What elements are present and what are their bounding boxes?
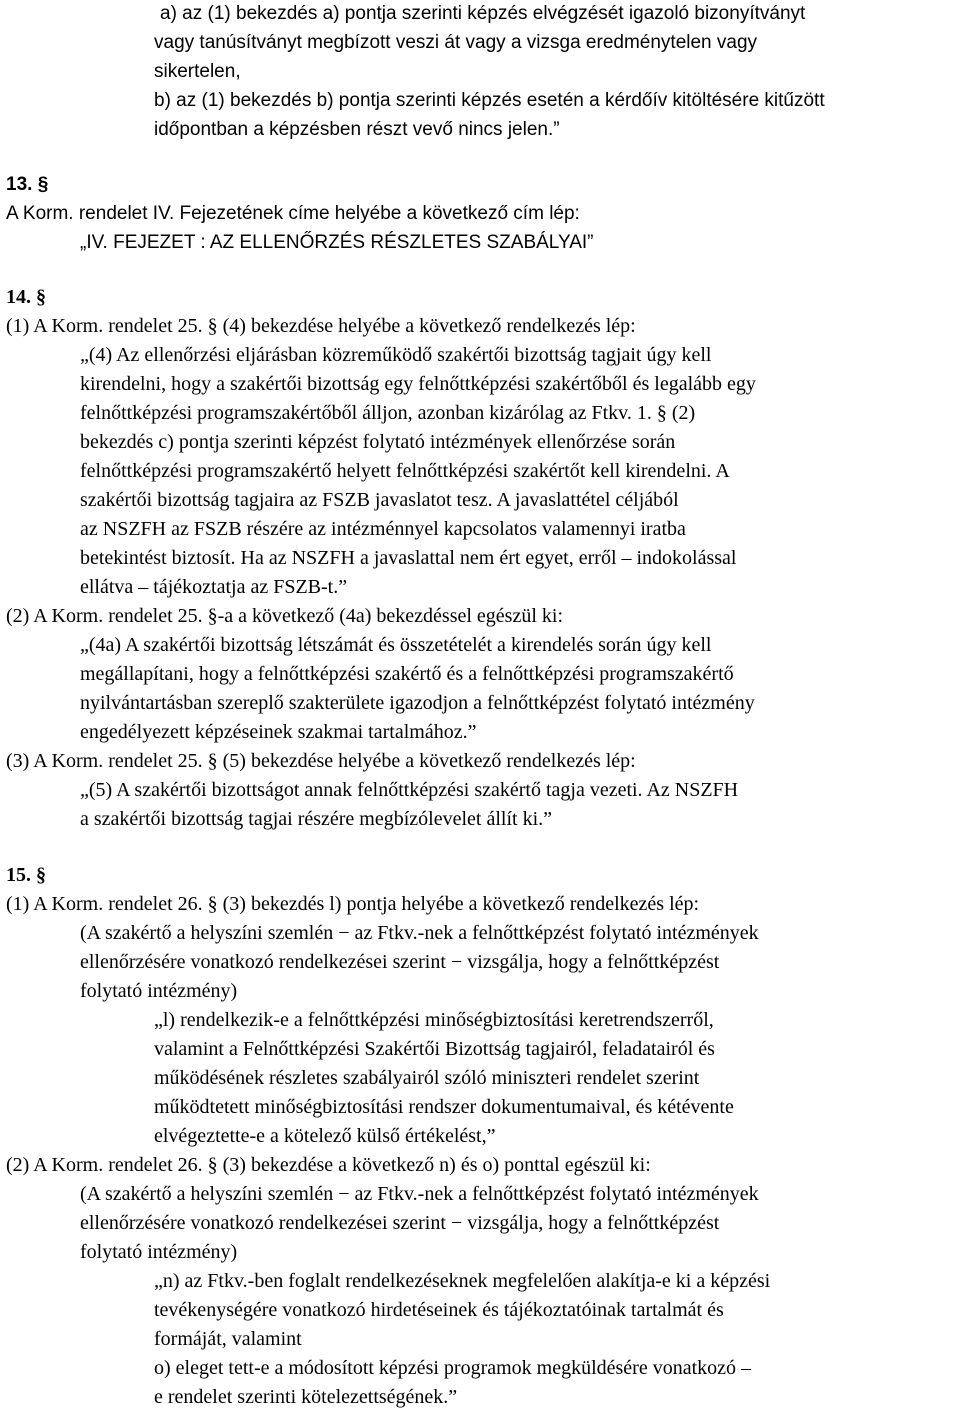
text-line: (1) A Korm. rendelet 25. § (4) bekezdése helyébe a következő rendelkezés lép:	[6, 315, 636, 337]
text-line: (A szakértő a helyszíni szemlén − az Ftkv.-nek a felnőttképzést folytató intézmények	[80, 922, 759, 944]
text-line: „(5) A szakértői bizottságot annak felnőttképzési szakértő tagja vezeti. Az NSZFH	[80, 779, 739, 801]
text-line: (1) A Korm. rendelet 26. § (3) bekezdés l) pontja helyébe a következő rendelkezés lép:	[6, 893, 700, 915]
text-line: ellátva – tájékoztatja az FSZB-t.”	[80, 576, 348, 598]
section-heading-14: 14. §	[6, 286, 46, 308]
text-line: ellenőrzésére vonatkozó rendelkezései szerint − vizsgálja, hogy a felnőttképzést	[80, 1212, 720, 1234]
text-line: vagy tanúsítványt megbízott veszi át vagy a vizsga eredménytelen vagy	[154, 32, 758, 53]
text-line: folytató intézmény)	[80, 1241, 238, 1263]
text-line: felnőttképzési programszakértőből álljon, azonban kizárólag az Ftkv. 1. § (2)	[80, 402, 696, 424]
text-line: „l) rendelkezik-e a felnőttképzési minőségbiztosítási keretrendszerről,	[154, 1009, 714, 1031]
text-line: „(4a) A szakértői bizottság létszámát és összetételét a kirendelés során úgy kell	[80, 634, 712, 656]
text-line: engedélyezett képzéseinek szakmai tartalmához.”	[80, 721, 477, 743]
text-line: „IV. FEJEZET : AZ ELLENŐRZÉS RÉSZLETES SZABÁLYAI”	[80, 232, 594, 253]
text-line: megállapítani, hogy a felnőttképzési szakértő és a felnőttképzési programszakértő	[80, 663, 734, 685]
text-line: sikertelen,	[154, 61, 241, 82]
text-line: „n) az Ftkv.-ben foglalt rendelkezéseknek megfelelően alakítja-e ki a képzési	[154, 1270, 771, 1292]
text-line: kirendelni, hogy a szakértői bizottság egy felnőttképzési szakértőből és legalább egy	[80, 373, 756, 395]
text-line: (2) A Korm. rendelet 26. § (3) bekezdése a következő n) és o) ponttal egészül ki:	[6, 1154, 651, 1176]
text-line: a) az (1) bekezdés a) pontja szerinti képzés elvégzését igazoló bizonyítványt	[160, 3, 806, 24]
text-line: A Korm. rendelet IV. Fejezetének címe helyébe a következő cím lép:	[6, 203, 580, 224]
text-line: „(4) Az ellenőrzési eljárásban közreműködő szakértői bizottság tagjait úgy kell	[80, 344, 712, 366]
text-line: felnőttképzési programszakértő helyett felnőttképzési szakértőt kell kirendelni. A	[80, 460, 730, 482]
text-line: b) az (1) bekezdés b) pontja szerinti képzés esetén a kérdőív kitöltésére kitűzött	[154, 90, 825, 111]
text-line: működtetett minőségbiztosítási rendszer dokumentumaival, és kétévente	[154, 1096, 734, 1118]
text-line: bekezdés c) pontja szerinti képzést folytató intézmények ellenőrzése során	[80, 431, 676, 453]
text-line: nyilvántartásban szereplő szakterülete igazodjon a felnőttképzést folytató intézmény	[80, 692, 755, 714]
section-heading-15: 15. §	[6, 864, 46, 886]
text-line: betekintést biztosít. Ha az NSZFH a javaslattal nem ért egyet, erről – indokolással	[80, 547, 737, 569]
text-line: o) eleget tett-e a módosított képzési programok megküldésére vonatkozó –	[154, 1357, 752, 1379]
text-line: e rendelet szerinti kötelezettségének.”	[154, 1386, 458, 1408]
text-line: tevékenységére vonatkozó hirdetéseinek és tájékoztatóinak tartalmát és	[154, 1299, 724, 1321]
text-line: folytató intézmény)	[80, 980, 238, 1002]
text-line: az NSZFH az FSZB részére az intézménnyel kapcsolatos valamennyi iratba	[80, 518, 686, 540]
text-line: időpontban a képzésben részt vevő nincs jelen.”	[154, 119, 560, 140]
text-line: (3) A Korm. rendelet 25. § (5) bekezdése helyébe a következő rendelkezés lép:	[6, 750, 636, 772]
text-line: (2) A Korm. rendelet 25. §-a a következő (4a) bekezdéssel egészül ki:	[6, 605, 564, 627]
text-line: (A szakértő a helyszíni szemlén − az Ftkv.-nek a felnőttképzést folytató intézmények	[80, 1183, 759, 1205]
text-line: formáját, valamint	[154, 1328, 302, 1350]
text-line: valamint a Felnőttképzési Szakértői Bizottság tagjairól, feladatairól és	[154, 1038, 715, 1060]
text-line: szakértői bizottság tagjaira az FSZB javaslatot tesz. A javaslattétel céljából	[80, 489, 679, 511]
text-line: elvégeztette-e a kötelező külső értékelést,”	[154, 1125, 496, 1147]
text-line: működésének részletes szabályairól szóló miniszteri rendelet szerint	[154, 1067, 700, 1089]
section-heading-13: 13. §	[6, 174, 49, 195]
text-line: ellenőrzésére vonatkozó rendelkezései szerint − vizsgálja, hogy a felnőttképzést	[80, 951, 720, 973]
text-line: a szakértői bizottság tagjai részére megbízólevelet állít ki.”	[80, 808, 553, 830]
